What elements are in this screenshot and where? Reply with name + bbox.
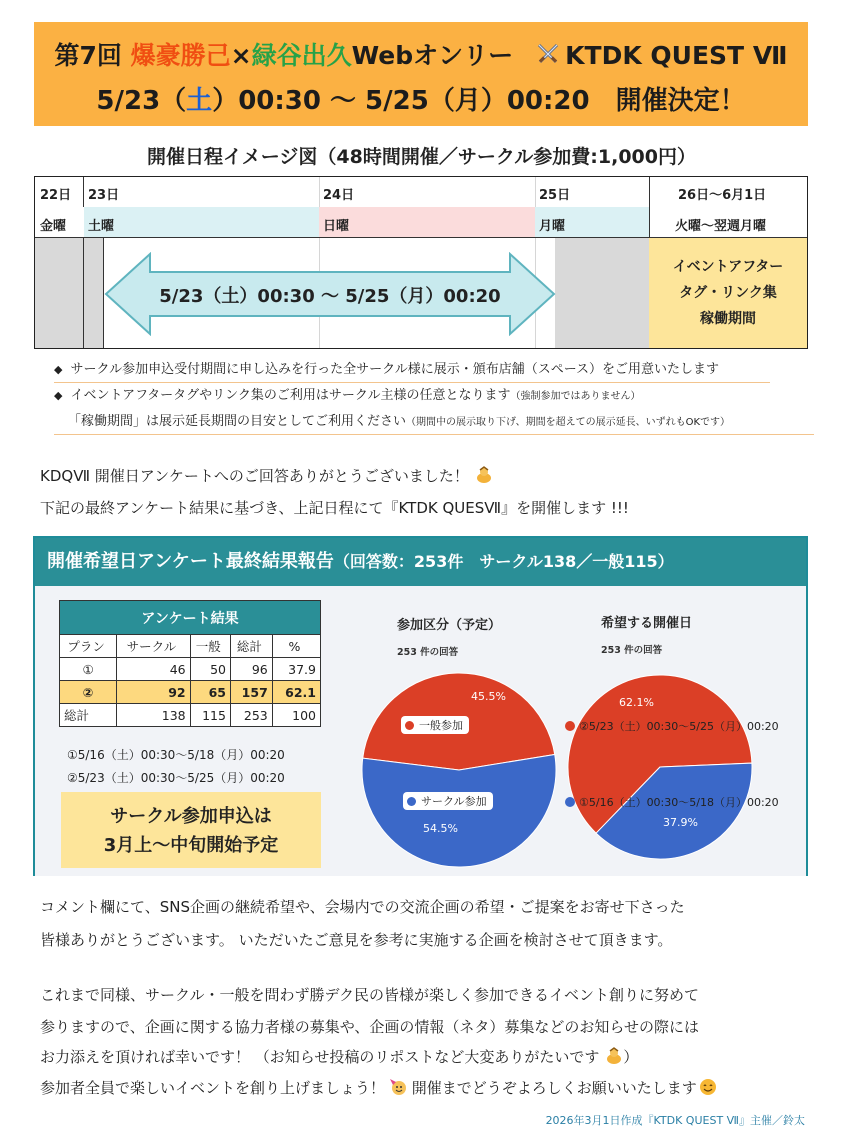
column-header: サークル xyxy=(117,635,190,658)
cell-total: 96 xyxy=(230,658,272,681)
day-label: 25日 xyxy=(539,188,571,203)
notes-list xyxy=(54,357,814,435)
grid-vline xyxy=(83,237,84,348)
banner-date-dow: 土 xyxy=(186,86,213,116)
cell-pct: 62.1 xyxy=(272,681,320,704)
chart2-subtitle: 253 件の回答 xyxy=(601,645,663,656)
chart1-pct-circle: 54.5% xyxy=(423,822,458,835)
table-row xyxy=(60,658,321,681)
banner-date-start: 5/23（ xyxy=(96,86,187,116)
weekday-label: 金曜 xyxy=(40,219,67,234)
crossed-swords-icon xyxy=(535,41,561,67)
results-subtitle: （回答数：253件 サークル138／一般115） xyxy=(333,552,674,571)
pie-chart-participation xyxy=(359,670,559,870)
after-line: タグ・リンク集 xyxy=(679,285,777,301)
legend-label: サークル参加 xyxy=(421,795,487,808)
day-label: 24日 xyxy=(323,188,355,203)
note-item xyxy=(54,357,770,383)
cell-circle: 46 xyxy=(117,658,190,681)
day-label: 23日 xyxy=(88,188,120,203)
banner-date-rest: ）00:30 ～ 5/25（月）00:20 xyxy=(212,86,590,116)
party-face-icon xyxy=(389,1078,407,1096)
plan-notes xyxy=(67,744,285,790)
intro-line-2: 下記の最終アンケート結果に基づき、上記日程にて『KTDK QUESⅦ』を開催します !!! xyxy=(40,499,629,517)
closing-text: お力添えを頂ければ幸いです！ （お知らせ投稿のリポストなど大変ありがたいです xyxy=(40,1048,600,1066)
column-header: プラン xyxy=(60,635,117,658)
table-header-row xyxy=(60,635,321,658)
survey-results-header xyxy=(35,538,806,586)
cell-general: 65 xyxy=(190,681,230,704)
soft-divider xyxy=(535,177,536,207)
day-label: 22日 xyxy=(40,188,72,203)
legend-label: ①5/16（土）00:30～5/18（月）00:20 xyxy=(579,796,779,809)
band-sunday xyxy=(319,207,535,237)
closing-p1-line2: 皆様ありがとうございます。 いただいたご意見を参考に実施する企画を検討させて頂きます。 xyxy=(40,931,673,949)
note-small-text: （強制参加ではありません） xyxy=(510,391,641,402)
cell-plan: ② xyxy=(60,681,117,704)
notice-line: 3月上～中旬開始予定 xyxy=(103,835,279,856)
chart2-title: 希望する開催日 xyxy=(601,616,693,631)
diamond-bullet-icon: ◆ xyxy=(54,363,63,376)
footer-credit: 2026年3月1日作成『KTDK QUEST Ⅶ』主催／鈴太 xyxy=(545,1114,805,1127)
bowing-person-icon xyxy=(475,466,493,484)
legend-label: 一般参加 xyxy=(419,719,463,732)
note-small-text: （期間中の展示取り下げ、期間を超えての展示延長、いずれもOKです） xyxy=(406,417,731,428)
block-sat-early xyxy=(84,238,103,348)
legend-label: ②5/23（土）00:30～5/25（月）00:20 xyxy=(579,720,779,733)
cell-total: 253 xyxy=(230,704,272,727)
circle-application-notice xyxy=(61,792,321,868)
event-after-box xyxy=(649,238,807,348)
banner-name-bakugo: 爆豪勝己 xyxy=(130,41,231,70)
cell-pct: 100 xyxy=(272,704,320,727)
closing-p2-line1: これまで同様、サークル・一般を問わず勝デク民の皆様が楽しく参加できるイベント創りに努めて xyxy=(40,986,699,1004)
blue-dot-icon xyxy=(565,797,575,807)
note-item xyxy=(54,409,814,435)
chart2-legend-plan1 xyxy=(565,794,779,810)
after-line: イベントアフター xyxy=(672,259,784,275)
day-label: 26日～6月1日 xyxy=(678,188,767,203)
closing-text: ） xyxy=(623,1048,639,1066)
red-dot-icon xyxy=(405,721,414,730)
closing-p1-line1: コメント欄にて、SNS企画の継続希望や、会場内での交流企画の希望・ご提案をお寄せ下さった xyxy=(40,898,685,916)
banner-times: × xyxy=(230,41,252,70)
header-banner xyxy=(34,22,808,126)
plan-note: ①5/16（土）00:30～5/18（月）00:20 xyxy=(67,748,285,762)
after-line: 稼働期間 xyxy=(700,311,756,327)
cell-total: 157 xyxy=(230,681,272,704)
pie-chart-preferred-date xyxy=(565,672,755,862)
chart2-legend-plan2 xyxy=(565,718,779,734)
band-saturday xyxy=(84,207,319,237)
chart1-subtitle: 253 件の回答 xyxy=(397,647,459,658)
smiling-face-icon xyxy=(699,1078,717,1096)
soft-divider xyxy=(319,177,320,207)
banner-prefix: 第7回 xyxy=(54,41,131,70)
chart1-legend-general xyxy=(401,716,469,734)
closing-text: 参加者全員で楽しいイベントを創り上げましょう！ xyxy=(40,1079,386,1097)
closing-p2-line2: 参りますので、企画に関する協力者様の募集や、企画の情報（ネタ）募集などのお知らせの際には xyxy=(40,1018,699,1036)
chart1-title: 参加区分（予定） xyxy=(397,618,502,633)
cell-plan: 総計 xyxy=(60,704,117,727)
banner-dates xyxy=(34,80,808,117)
weekday-label: 日曜 xyxy=(323,219,350,234)
note-text: 「稼働期間」は展示延長期間の目安としてご利用ください xyxy=(68,414,407,429)
diamond-bullet-icon: ◆ xyxy=(54,389,63,402)
table-row-total xyxy=(60,704,321,727)
weekday-label: 火曜～翌週月曜 xyxy=(675,219,767,234)
weekday-label: 土曜 xyxy=(88,219,115,234)
notice-line: サークル参加申込は xyxy=(110,806,272,827)
closing-text: 開催までどうぞよろしくお願いいたします xyxy=(407,1079,697,1097)
closing-p2-line4 xyxy=(40,1077,717,1098)
column-header: 総計 xyxy=(230,635,272,658)
note-item xyxy=(54,383,770,409)
banner-title xyxy=(34,36,808,72)
block-mon-late xyxy=(555,238,649,348)
banner-name-midoriya: 緑谷出久 xyxy=(251,41,352,70)
plan-note: ②5/23（土）00:30～5/25（月）00:20 xyxy=(67,771,285,785)
event-period-label: 5/23（土）00:30 ～ 5/25（月）00:20 xyxy=(159,286,501,307)
column-header: % xyxy=(272,635,320,658)
chart1-pct-general: 45.5% xyxy=(471,690,506,703)
results-title: 開催希望日アンケート最終結果報告 xyxy=(47,551,334,572)
blue-dot-icon xyxy=(407,797,416,806)
note-text: イベントアフタータグやリンク集のご利用はサークル主様の任意となります xyxy=(70,388,511,403)
chart2-pct-plan2: 62.1% xyxy=(619,696,654,709)
block-friday xyxy=(35,238,84,348)
intro-line-1 xyxy=(40,465,493,486)
survey-results-section xyxy=(33,536,808,876)
table-row-highlighted xyxy=(60,681,321,704)
grid-vline xyxy=(83,177,84,207)
cell-pct: 37.9 xyxy=(272,658,320,681)
banner-event-name: KTDK QUEST Ⅶ xyxy=(565,41,788,70)
survey-table xyxy=(59,600,321,727)
banner-decision: 開催決定！ xyxy=(615,86,746,116)
cell-general: 115 xyxy=(190,704,230,727)
column-header: 一般 xyxy=(190,635,230,658)
cell-plan: ① xyxy=(60,658,117,681)
cell-circle: 138 xyxy=(117,704,190,727)
closing-p2-line3 xyxy=(40,1046,638,1067)
chart1-legend-circle xyxy=(403,792,493,810)
weekday-label: 月曜 xyxy=(539,219,566,234)
cell-circle: 92 xyxy=(117,681,190,704)
intro-text: KDQⅦ 開催日アンケートへのご回答ありがとうございました！ xyxy=(40,467,469,485)
banner-suffix: Webオンリー xyxy=(351,41,514,70)
note-text: サークル参加申込受付期間に申し込みを行った全サークル様に展示・頒布店舗（スペース）をご用意いたします xyxy=(70,362,720,377)
table-caption: アンケート結果 xyxy=(60,601,321,635)
bowing-person-icon xyxy=(605,1047,623,1065)
cell-general: 50 xyxy=(190,658,230,681)
pie-slice-circle xyxy=(362,754,556,867)
schedule-title: 開催日程イメージ図（48時間開催／サークル参加費:1,000円） xyxy=(147,146,696,168)
red-dot-icon xyxy=(565,721,575,731)
chart2-pct-plan1: 37.9% xyxy=(663,816,698,829)
